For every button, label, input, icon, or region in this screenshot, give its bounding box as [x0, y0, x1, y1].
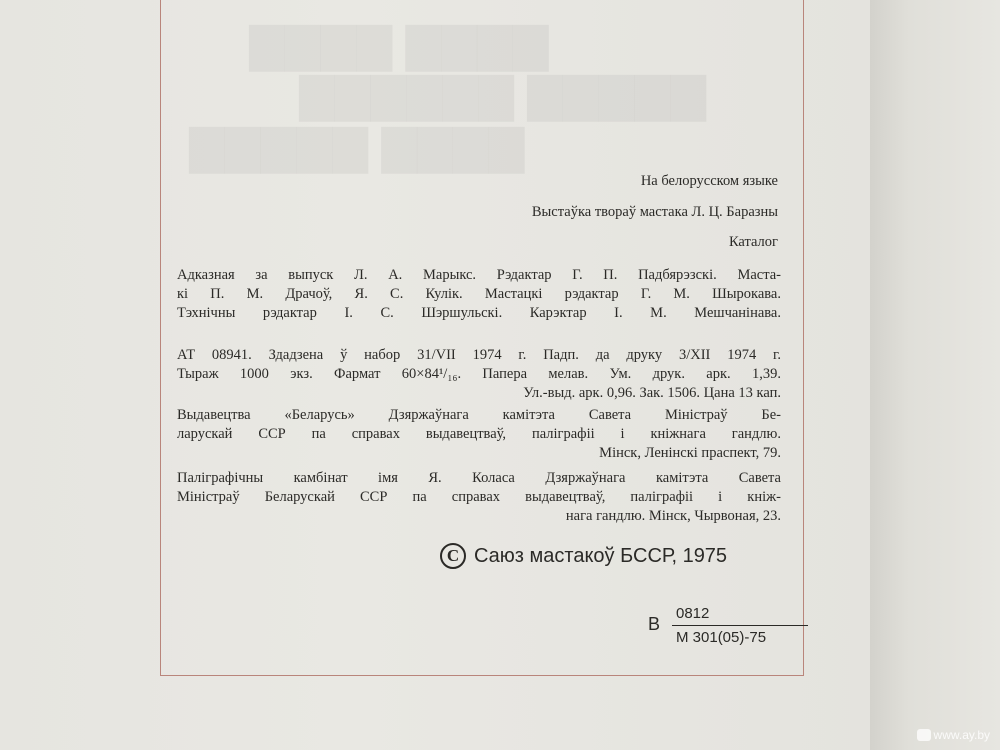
print-info-line: Тыраж 1000 экз. Фармат 60×84¹/₁₆. Папера мелав. Ум. друк. арк. 1,39. — [177, 366, 781, 382]
catalog-frame — [160, 0, 804, 676]
index-numerator: 0812 — [676, 605, 710, 622]
print-info-block — [177, 346, 781, 403]
print-info-line: АТ 08941. Здадзена ў набор 31/VII 1974 г. Падп. да друку 3/XII 1974 г. — [177, 347, 781, 363]
catalog-label: Каталог — [728, 234, 778, 250]
hand-icon — [917, 729, 931, 741]
catalog-title: Выстаўка твораў мастака Л. Ц. Баразны — [531, 204, 778, 220]
publisher-line: Мінск, Ленінскі праспект, 79. — [599, 445, 781, 461]
copyright-text: Саюз мастакоў БССР, 1975 — [474, 544, 728, 567]
credits-block — [177, 266, 781, 323]
watermark-text: www.ay.by — [933, 728, 990, 742]
language-note: На белорусском языке — [640, 173, 778, 189]
printer-line: Міністраў Беларускай ССР па справах выдавецтваў, паліграфіі і кніж- — [177, 489, 781, 505]
printer-line: Паліграфічны камбінат імя Я. Коласа Дзяржаўнага камітэта Савета — [177, 470, 781, 486]
printer-block — [177, 469, 781, 526]
credits-line: Тэхнічны рэдактар І. С. Шэршульскі. Карэктар І. М. Мешчанінава. — [177, 305, 781, 321]
copyright-icon: C — [440, 543, 466, 569]
copyright-line — [440, 543, 727, 569]
index-denominator: М 301(05)-75 — [676, 629, 767, 646]
next-page-edge — [870, 0, 1000, 750]
catalog-index — [672, 604, 808, 648]
show-through-text: ▇▇▇▇ ▇▇▇▇ — [250, 21, 550, 70]
watermark — [917, 728, 990, 742]
print-info-line: Ул.-выд. арк. 0,96. Зак. 1506. Цана 13 кап. — [523, 385, 781, 401]
credits-line: кі П. М. Драчоў, Я. С. Кулік. Мастацкі рэдактар Г. М. Шырокава. — [177, 286, 781, 302]
index-letter: В — [648, 614, 661, 634]
show-through-text: ▇▇▇▇▇▇ ▇▇▇▇▇ — [300, 71, 708, 120]
publisher-line: ларускай ССР па справах выдавецтваў, паліграфіі і кніжнага гандлю. — [177, 426, 781, 442]
publisher-line: Выдавецтва «Беларусь» Дзяржаўнага камітэта Савета Міністраў Бе- — [177, 407, 781, 423]
credits-line: Адказная за выпуск Л. А. Марыкс. Рэдактар Г. П. Падбярэзскі. Маста- — [177, 267, 781, 283]
printer-line: нага гандлю. Мінск, Чырвоная, 23. — [565, 508, 781, 524]
index-rule — [672, 625, 808, 626]
show-through-text: ▇▇▇▇▇ ▇▇▇▇ — [190, 123, 526, 172]
publisher-block — [177, 406, 781, 463]
